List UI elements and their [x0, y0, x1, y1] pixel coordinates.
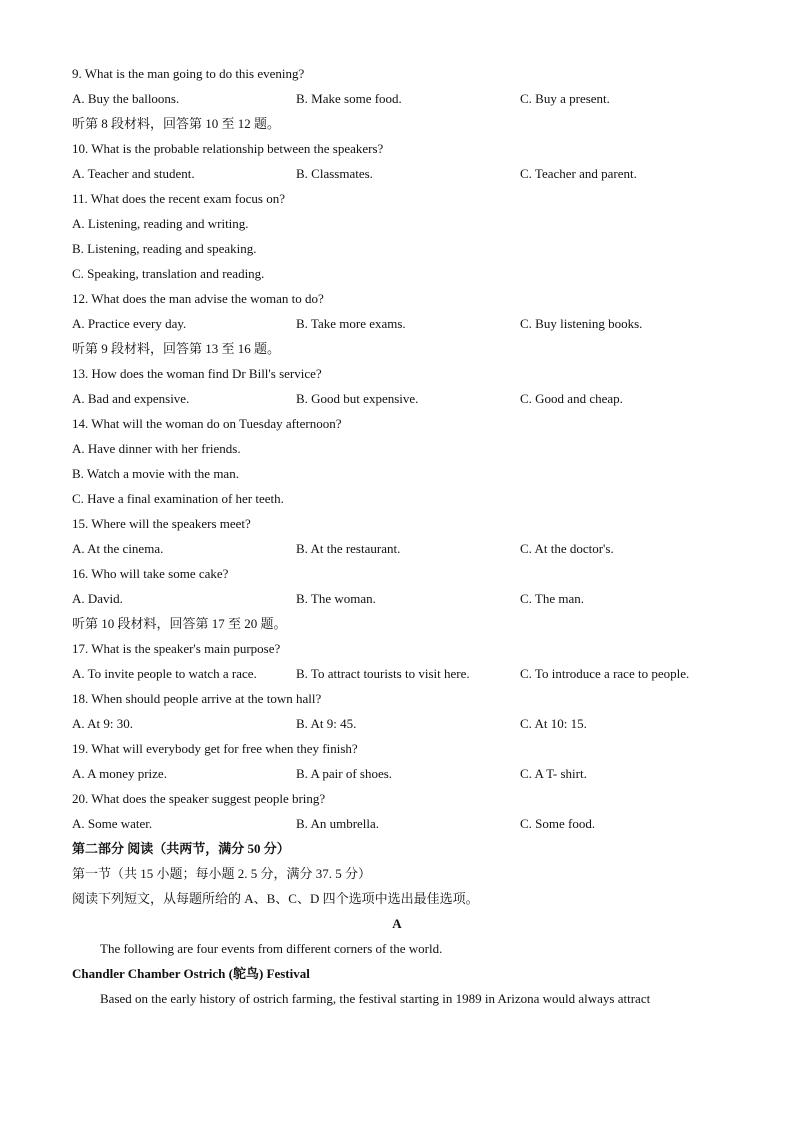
option-b: B. Classmates. — [296, 166, 373, 181]
option-b: B. The woman. — [296, 591, 376, 606]
option-c: C. Some food. — [520, 816, 596, 831]
section-9-instruction: 听第 9 段材料，回答第 13 至 16 题。 — [72, 341, 281, 356]
question-10: 10. What is the probable relationship between the speakers? — [72, 141, 384, 156]
question-17-options — [72, 661, 732, 686]
question-18-options — [72, 711, 732, 736]
option-b: B. Take more exams. — [296, 316, 406, 331]
section-10-instruction: 听第 10 段材料，回答第 17 至 20 题。 — [72, 616, 287, 631]
question-14-option-b: B. Watch a movie with the man. — [72, 466, 239, 481]
option-b: B. An umbrella. — [296, 816, 380, 831]
option-c: C. Teacher and parent. — [520, 166, 637, 181]
option-a: A. Bad and expensive. — [72, 391, 190, 406]
part-2-heading: 第二部分 阅读（共两节，满分 50 分） — [72, 841, 290, 856]
question-14-option-a: A. Have dinner with her friends. — [72, 441, 241, 456]
question-20-options — [72, 811, 732, 836]
question-13: 13. How does the woman find Dr Bill's service? — [72, 366, 322, 381]
question-13-options — [72, 386, 732, 411]
question-11: 11. What does the recent exam focus on? — [72, 191, 285, 206]
option-b: B. At the restaurant. — [296, 541, 401, 556]
question-10-options — [72, 161, 732, 186]
option-c: C. At 10: 15. — [520, 716, 587, 731]
option-a: A. At 9: 30. — [72, 716, 134, 731]
option-b: B. Good but expensive. — [296, 391, 419, 406]
section-1-heading: 第一节（共 15 小题；每小题 2. 5 分，满分 37. 5 分） — [72, 866, 372, 881]
option-c: C. To introduce a race to people. — [520, 666, 690, 681]
question-14-option-c: C. Have a final examination of her teeth. — [72, 491, 284, 506]
reading-instruction: 阅读下列短文，从每题所给的 A、B、C、D 四个选项中选出最佳选项。 — [72, 891, 479, 906]
option-c: C. Buy a present. — [520, 91, 610, 106]
event-paragraph: Based on the early history of ostrich farming, the festival starting in 1989 in Arizona would always attract — [100, 991, 651, 1006]
option-a: A. Practice every day. — [72, 316, 187, 331]
option-a: A. A money prize. — [72, 766, 167, 781]
question-19-options — [72, 761, 732, 786]
question-9: 9. What is the man going to do this evening? — [72, 66, 305, 81]
passage-intro: The following are four events from different corners of the world. — [100, 941, 443, 956]
question-15-options — [72, 536, 732, 561]
passage-label: A — [392, 916, 402, 931]
option-c: C. Buy listening books. — [520, 316, 643, 331]
option-a: A. Some water. — [72, 816, 153, 831]
option-a: A. Teacher and student. — [72, 166, 195, 181]
option-c: C. The man. — [520, 591, 585, 606]
question-16: 16. Who will take some cake? — [72, 566, 229, 581]
option-a: A. Buy the balloons. — [72, 91, 180, 106]
question-11-option-b: B. Listening, reading and speaking. — [72, 241, 257, 256]
option-c: C. A T- shirt. — [520, 766, 587, 781]
option-a: A. David. — [72, 591, 123, 606]
option-b: B. At 9: 45. — [296, 716, 357, 731]
option-a: A. To invite people to watch a race. — [72, 666, 257, 681]
option-c: C. Good and cheap. — [520, 391, 623, 406]
question-17: 17. What is the speaker's main purpose? — [72, 641, 281, 656]
question-11-option-c: C. Speaking, translation and reading. — [72, 266, 265, 281]
question-9-options — [72, 86, 732, 111]
question-11-option-a: A. Listening, reading and writing. — [72, 216, 249, 231]
option-b: B. To attract tourists to visit here. — [296, 666, 470, 681]
option-b: B. Make some food. — [296, 91, 402, 106]
question-19: 19. What will everybody get for free when they finish? — [72, 741, 358, 756]
question-18: 18. When should people arrive at the town hall? — [72, 691, 322, 706]
option-b: B. A pair of shoes. — [296, 766, 393, 781]
question-12: 12. What does the man advise the woman to do? — [72, 291, 324, 306]
question-16-options — [72, 586, 732, 611]
question-20: 20. What does the speaker suggest people bring? — [72, 791, 326, 806]
event-title: Chandler Chamber Ostrich (鸵鸟) Festival — [72, 966, 310, 981]
section-8-instruction: 听第 8 段材料，回答第 10 至 12 题。 — [72, 116, 281, 131]
option-a: A. At the cinema. — [72, 541, 164, 556]
question-15: 15. Where will the speakers meet? — [72, 516, 251, 531]
question-14: 14. What will the woman do on Tuesday afternoon? — [72, 416, 342, 431]
question-12-options — [72, 311, 732, 336]
option-c: C. At the doctor's. — [520, 541, 614, 556]
